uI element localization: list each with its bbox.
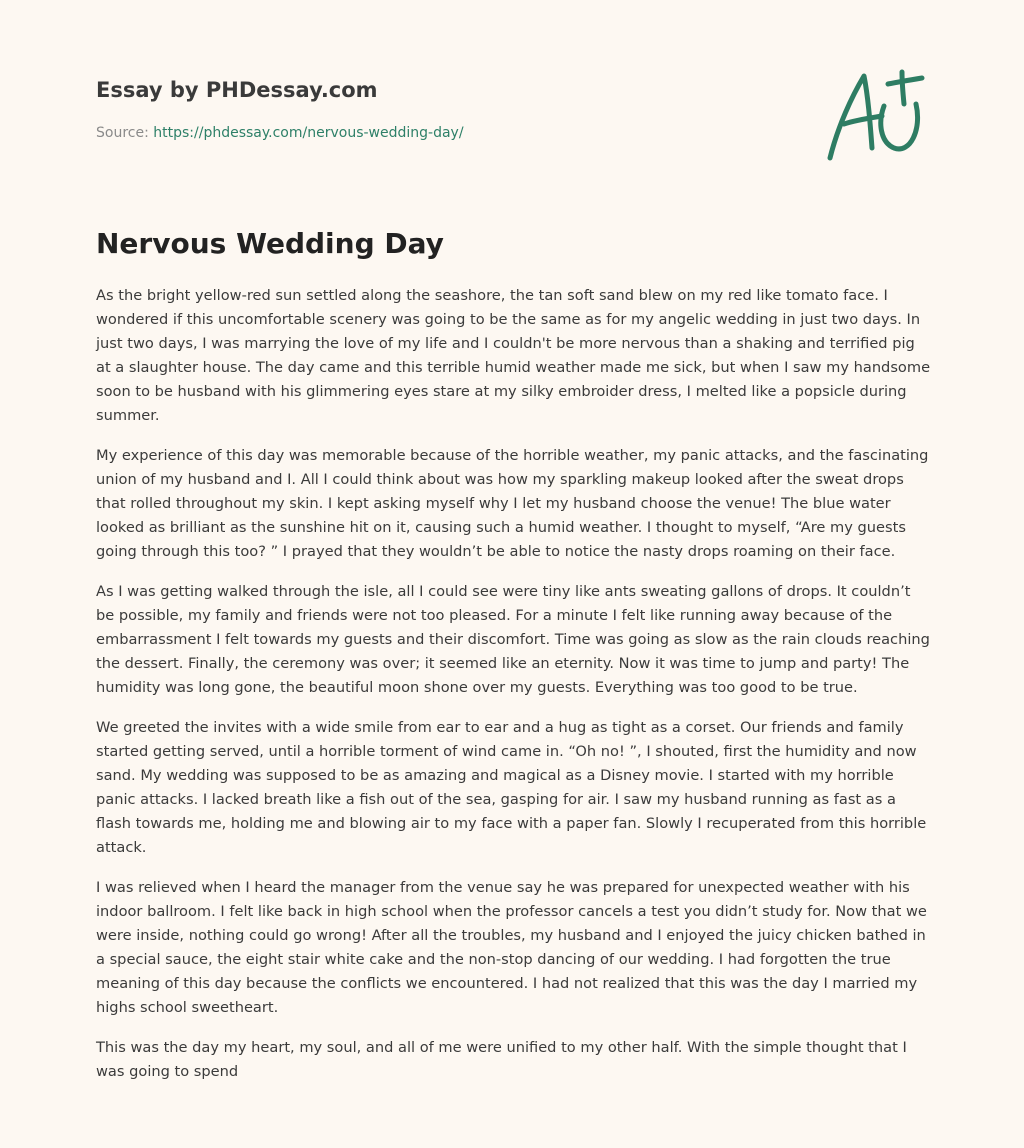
source-link[interactable]: https://phdessay.com/nervous-wedding-day/ (153, 125, 464, 141)
essay-body (96, 284, 932, 1100)
site-title: Essay by PHDessay.com (96, 78, 378, 102)
essay-paragraph: As I was getting walked through the isle, all I could see were tiny like ants sweating gallons of drops. It couldn’t be possible, my family and friends were not too pleased. For a minute I felt like running away because of the embarrassment I felt towards my guests and their discomfort. Time was going as slow as the rain clouds reaching the dessert. Finally, the ceremony was over; it seemed like an eternity. Now it was time to jump and party! The humidity was long gone, the beautiful moon shone over my guests. Everything was too good to be true. (96, 583, 930, 696)
essay-title: Nervous Wedding Day (96, 227, 444, 260)
essay-header (96, 74, 796, 143)
a-plus-logo-icon (818, 66, 930, 166)
essay-paragraph: As the bright yellow-red sun settled along the seashore, the tan soft sand blew on my red like tomato face. I wondered if this uncomfortable scenery was going to be the same as for my angelic wedding in just two days. In just two days, I was marrying the love of my life and I couldn't be more nervous than a shaking and terrified pig at a slaughter house. The day came and this terrible humid weather made me sick, but when I saw my handsome soon to be husband with his glimmering eyes stare at my silky embroider dress, I melted like a popsicle during summer. (96, 287, 931, 424)
essay-paragraph: We greeted the invites with a wide smile from ear to ear and a hug as tight as a corset. Our friends and family started getting served, until a horrible torment of wind came in. “Oh no! ”, I shouted, first the humidity and now sand. My wedding was supposed to be as amazing and magical as a Disney movie. I started with my horrible panic attacks. I lacked breath like a fish out of the sea, gasping for air. I saw my husband running as fast as a flash towards me, holding me and blowing air to my face with a paper fan. Slowly I recuperated from this horrible attack. (96, 719, 927, 856)
source-line (96, 123, 796, 143)
source-label: Source: (96, 125, 149, 141)
essay-paragraph: I was relieved when I heard the manager from the venue say he was prepared for unexpected weather with his indoor ballroom. I felt like back in high school when the professor cancels a test you didn’t study for. Now that we were inside, nothing could go wrong! After all the troubles, my husband and I enjoyed the juicy chicken bathed in a special sauce, the eight stair white cake and the non-stop dancing of our wedding. I had forgotten the true meaning of this day because the conflicts we encountered. I had not realized that this was the day I married my highs school sweetheart. (96, 879, 927, 1016)
essay-paragraph: My experience of this day was memorable because of the horrible weather, my panic attacks, and the fascinating union of my husband and I. All I could think about was how my sparkling makeup looked after the sweat drops that rolled throughout my skin. I kept asking myself why I let my husband choose the venue! The blue water looked as brilliant as the sunshine hit on it, causing such a humid weather. I thought to myself, “Are my guests going through this too? ” I prayed that they wouldn’t be able to notice the nasty drops roaming on their face. (96, 447, 929, 560)
essay-paragraph: This was the day my heart, my soul, and all of me were unified to my other half. With the simple thought that I was going to spend (96, 1039, 907, 1080)
